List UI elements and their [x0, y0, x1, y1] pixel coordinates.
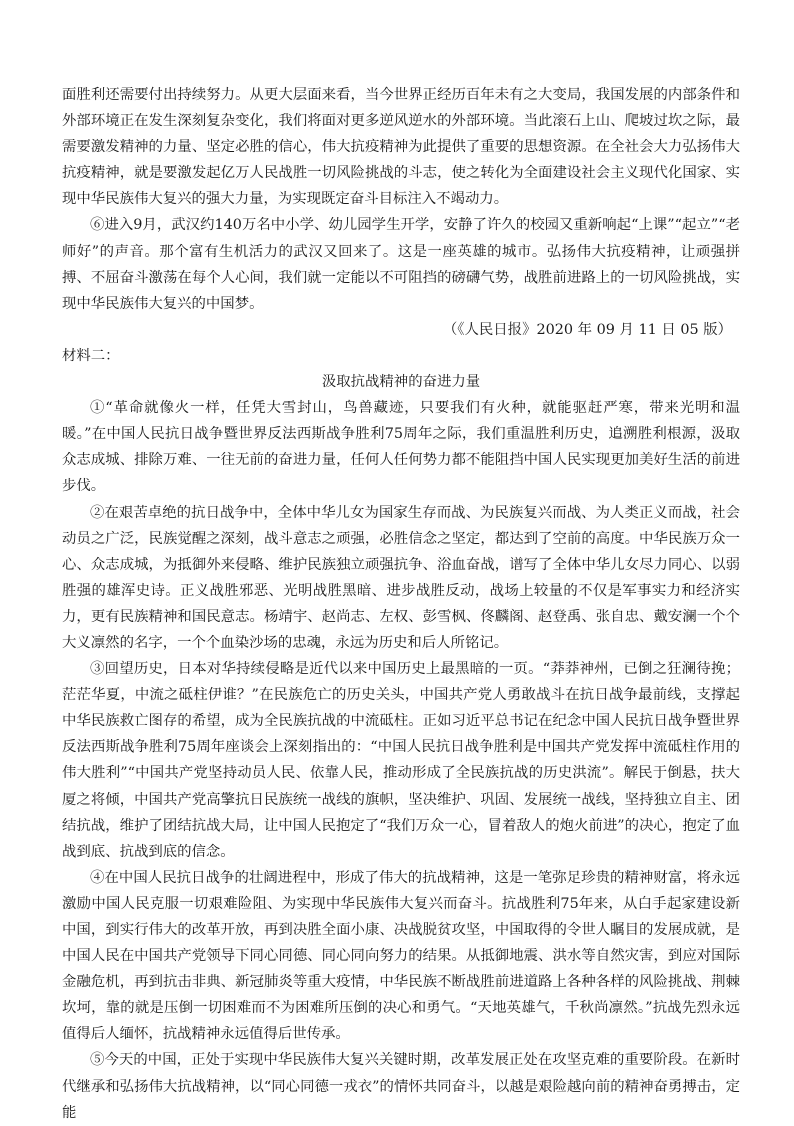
- material2-paragraph-4: ④在中国人民抗日战争的壮阔进程中，形成了伟大的抗战精神，这是一笔弥足珍贵的精神财富，将永远激励中国人民克服一切艰难险阻、为实现中华民族伟大复兴而奋斗。抗战胜利75年来，从白手起家建设新中国，到实行伟大的改革开放，再到决胜全面小康、决战脱贫攻坚，中国取得的令世人瞩目的发展成就，是中国人民在中国共产党领导下同心同德、同心同向努力的结果。从抵御地震、洪水等自然灾害，到应对国际金融危机，再到抗击非典、新冠肺炎等重大疫情，中华民族不断战胜前进道路上各种各样的风险挑战、荆棘坎坷，靠的就是压倒一切困难而不为困难所压倒的决心和勇气。“天地英雄气，千秋尚凛然。”抗战先烈永远值得后人缅怀，抗战精神永远值得后世传承。: [62, 869, 740, 1043]
- document-page: [62, 82, 740, 1126]
- material2-paragraph-3: ③回望历史，日本对华持续侵略是近代以来中国历史上最黑暗的一页。“莽莽神州，已倒之狂澜待挽；茫茫华夏，中流之砥柱伊谁？”在民族危亡的历史关头，中国共产党人勇敢战斗在抗日战争最前线，支撑起中华民族救亡图存的希望，成为全民族抗战的中流砥柱。正如习近平总书记在纪念中国人民抗日战争暨世界反法西斯战争胜利75周年座谈会上深刻指出的：“中国人民抗日战争胜利是中国共产党发挥中流砥柱作用的伟大胜利”“中国共产党坚持动员人民、依靠人民，推动形成了全民族抗战的历史洪流”。解民于倒悬，扶大厦之将倾，中国共产党高擎抗日民族统一战线的旗帜，坚决维护、巩固、发展统一战线，坚持独立自主、团结抗战，维护了团结抗战大局，让中国人民抱定了“我们万众一心，冒着敌人的炮火前进”的决心，抱定了血战到底、抗战到底的信念。: [62, 661, 740, 860]
- material2-title: 汲取抗战精神的奋进力量: [321, 374, 481, 391]
- material2-paragraph-1: ①“革命就像火一样，任凭大雪封山，鸟兽藏迹，只要我们有火种，就能驱赶严寒，带来光明和温暖。”在中国人民抗日战争暨世界反法西斯战争胜利75周年之际，我们重温胜利历史，追溯胜利根源，汲取众志成城、排除万难、一往无前的奋进力量，任何人任何势力都不能阻挡中国人民实现更加美好生活的前进步伐。: [62, 400, 740, 495]
- material2-paragraph-5: ⑤今天的中国，正处于实现中华民族伟大复兴关键时期，改革发展正处在攻坚克难的重要阶段。在新时代继承和弘扬伟大抗战精神，以“同心同德一戎衣”的情怀共同奋斗，以越是艰险越向前的精神奋勇搏击，定能: [62, 1052, 740, 1121]
- material2-label: 材料二：: [62, 347, 120, 364]
- material2-paragraph-2: ②在艰苦卓绝的抗日战争中，全体中华儿女为国家生存而战、为民族复兴而战、为人类正义而战，社会动员之广泛，民族觉醒之深刻，战斗意志之顽强，必胜信念之坚定，都达到了空前的高度。中华民族万众一心、众志成城，为抵御外来侵略、维护民族独立顽强抗争、浴血奋战，谱写了全体中华儿女尽力同心、以弱胜强的雄浑史诗。正义战胜邪恶、光明战胜黑暗、进步战胜反动，战场上较量的不仅是军事实力和经济实力，更有民族精神和国民意志。杨靖宇、赵尚志、左权、彭雪枫、佟麟阁、赵登禹、张自忠、戴安澜一个个大义凛然的名字，一个个血染沙场的忠魂，永远为历史和后人所铭记。: [62, 504, 740, 651]
- material1-source-citation: （《人民日报》2020 年 09 月 11 日 05 版）: [442, 321, 732, 338]
- material1-paragraph-6: ⑥进入9月，武汉约140万名中小学、幼儿园学生开学，安静了许久的校园又重新响起“上课”“起立”“老师好”的声音。那个富有生机活力的武汉又回来了。这是一座英雄的城市。弘扬伟大抗疫精神，让顽强拼搏、不屈奋斗激荡在每个人心间，我们就一定能以不可阻挡的磅礴气势，战胜前进路上的一切风险挑战，实现中华民族伟大复兴的中国梦。: [62, 217, 740, 312]
- material1-paragraph-continued: 面胜利还需要付出持续努力。从更大层面来看，当今世界正经历百年未有之大变局，我国发展的内部条件和外部环境正在发生深刻复杂变化，我们将面对更多逆风逆水的外部环境。当此滚石上山、爬坡过坎之际，最需要激发精神的力量、坚定必胜的信心，伟大抗疫精神为此提供了重要的思想资源。在全社会大力弘扬伟大抗疫精神，就是要激发起亿万人民战胜一切风险挑战的斗志，使之转化为全面建设社会主义现代化国家、实现中华民族伟大复兴的强大力量，为实现既定奋斗目标注入不竭动力。: [62, 87, 740, 208]
